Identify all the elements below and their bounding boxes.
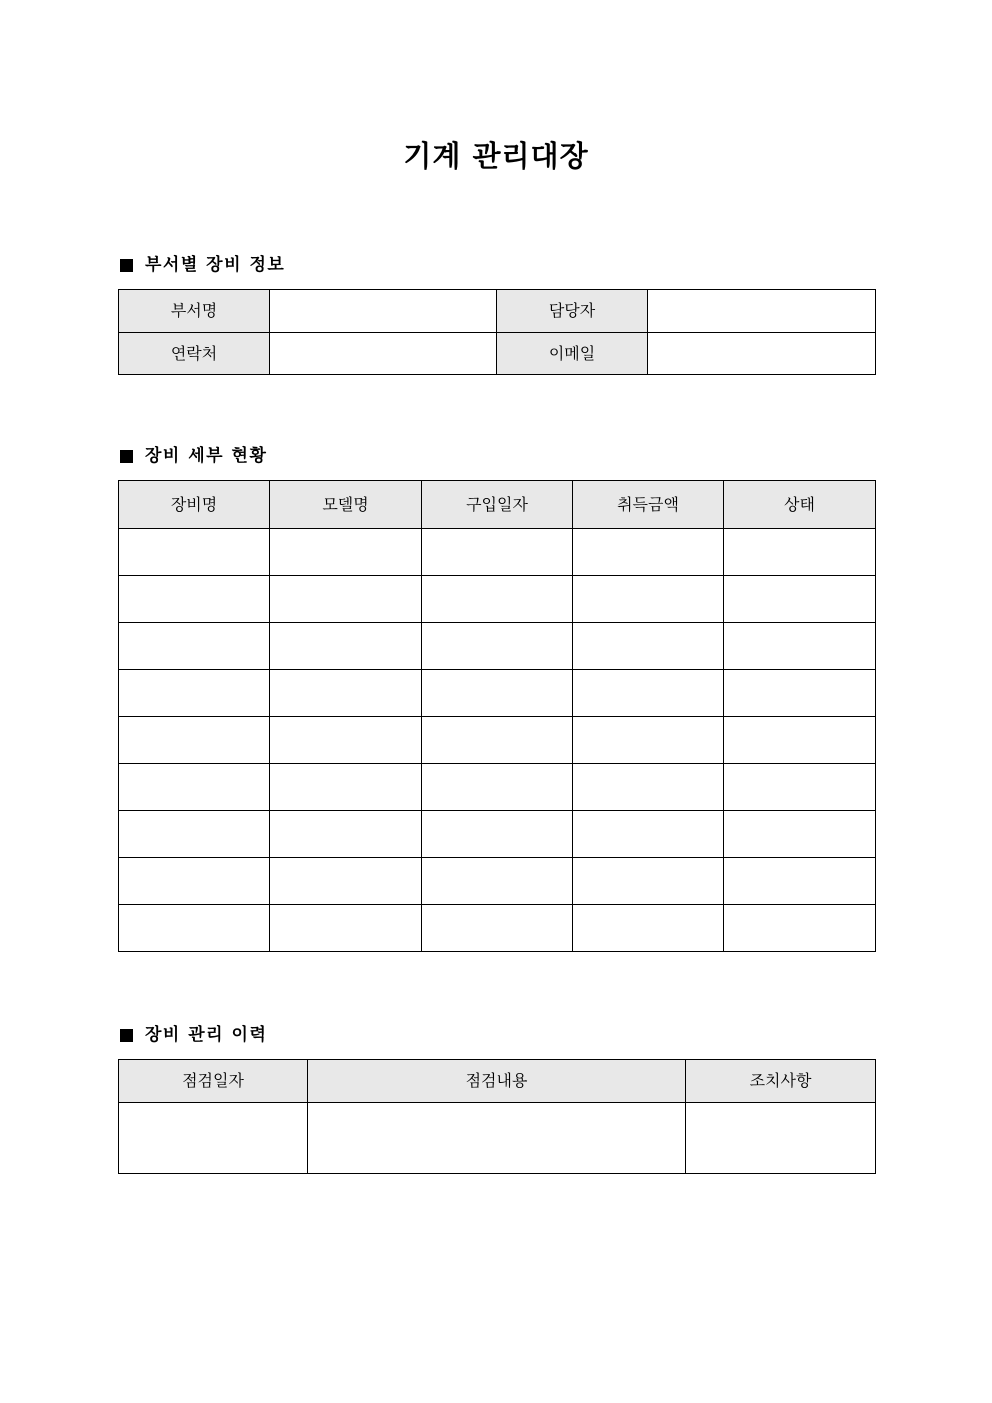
contact-field[interactable] [270,333,497,375]
column-header-inspection-date: 점검일자 [119,1060,308,1103]
table-row [119,764,876,811]
email-field[interactable] [648,333,876,375]
purchase-date-cell[interactable] [422,623,573,670]
purchase-date-cell[interactable] [422,764,573,811]
status-cell[interactable] [724,576,876,623]
label-email: 이메일 [497,333,648,375]
equipment-name-cell[interactable] [119,529,270,576]
column-header-model-name: 모델명 [270,481,422,529]
model-name-cell[interactable] [270,858,422,905]
section-heading-equipment [120,444,267,468]
acquisition-cost-cell[interactable] [573,670,724,717]
inspection-date-cell[interactable] [119,1103,308,1174]
column-header-status: 상태 [724,481,876,529]
column-header-acquisition-cost: 취득금액 [573,481,724,529]
equipment-name-cell[interactable] [119,905,270,952]
equipment-name-cell[interactable] [119,764,270,811]
table-header-row [119,481,876,529]
table-header-row [119,1060,876,1103]
history-table [118,1059,876,1174]
equipment-name-cell[interactable] [119,811,270,858]
status-cell[interactable] [724,623,876,670]
acquisition-cost-cell[interactable] [573,811,724,858]
table-row [119,623,876,670]
status-cell[interactable] [724,905,876,952]
table-row [119,670,876,717]
label-department-name: 부서명 [119,290,270,333]
status-cell[interactable] [724,529,876,576]
table-row [119,333,876,375]
column-header-equipment-name: 장비명 [119,481,270,529]
acquisition-cost-cell[interactable] [573,717,724,764]
model-name-cell[interactable] [270,905,422,952]
purchase-date-cell[interactable] [422,858,573,905]
table-row [119,529,876,576]
purchase-date-cell[interactable] [422,811,573,858]
table-row [119,811,876,858]
model-name-cell[interactable] [270,623,422,670]
equipment-name-cell[interactable] [119,623,270,670]
model-name-cell[interactable] [270,670,422,717]
label-contact: 연락처 [119,333,270,375]
equipment-name-cell[interactable] [119,858,270,905]
square-bullet-icon [120,1029,133,1042]
model-name-cell[interactable] [270,764,422,811]
status-cell[interactable] [724,811,876,858]
section-heading-label: 부서별 장비 정보 [145,255,286,275]
model-name-cell[interactable] [270,717,422,764]
acquisition-cost-cell[interactable] [573,858,724,905]
acquisition-cost-cell[interactable] [573,905,724,952]
status-cell[interactable] [724,858,876,905]
table-row [119,905,876,952]
section-heading-label: 장비 세부 현황 [145,446,268,466]
purchase-date-cell[interactable] [422,905,573,952]
dept-info-table [118,289,876,375]
model-name-cell[interactable] [270,576,422,623]
table-row [119,1103,876,1174]
department-name-field[interactable] [270,290,497,333]
table-row [119,858,876,905]
section-heading-history [120,1023,267,1047]
purchase-date-cell[interactable] [422,717,573,764]
status-cell[interactable] [724,670,876,717]
equipment-name-cell[interactable] [119,576,270,623]
table-row [119,290,876,333]
column-header-inspection-details: 점검내용 [308,1060,686,1103]
column-header-actions-taken: 조치사항 [686,1060,876,1103]
status-cell[interactable] [724,717,876,764]
equipment-name-cell[interactable] [119,670,270,717]
column-header-purchase-date: 구입일자 [422,481,573,529]
acquisition-cost-cell[interactable] [573,529,724,576]
model-name-cell[interactable] [270,529,422,576]
acquisition-cost-cell[interactable] [573,764,724,811]
page-title: 기계 관리대장 [403,139,589,173]
acquisition-cost-cell[interactable] [573,623,724,670]
equipment-table [118,480,876,952]
inspection-details-cell[interactable] [308,1103,686,1174]
status-cell[interactable] [724,764,876,811]
manager-field[interactable] [648,290,876,333]
section-heading-label: 장비 관리 이력 [145,1025,268,1045]
acquisition-cost-cell[interactable] [573,576,724,623]
square-bullet-icon [120,450,133,463]
purchase-date-cell[interactable] [422,670,573,717]
section-heading-dept-info [120,253,285,277]
table-row [119,717,876,764]
model-name-cell[interactable] [270,811,422,858]
purchase-date-cell[interactable] [422,576,573,623]
equipment-name-cell[interactable] [119,717,270,764]
actions-taken-cell[interactable] [686,1103,876,1174]
purchase-date-cell[interactable] [422,529,573,576]
square-bullet-icon [120,259,133,272]
table-row [119,576,876,623]
label-manager: 담당자 [497,290,648,333]
